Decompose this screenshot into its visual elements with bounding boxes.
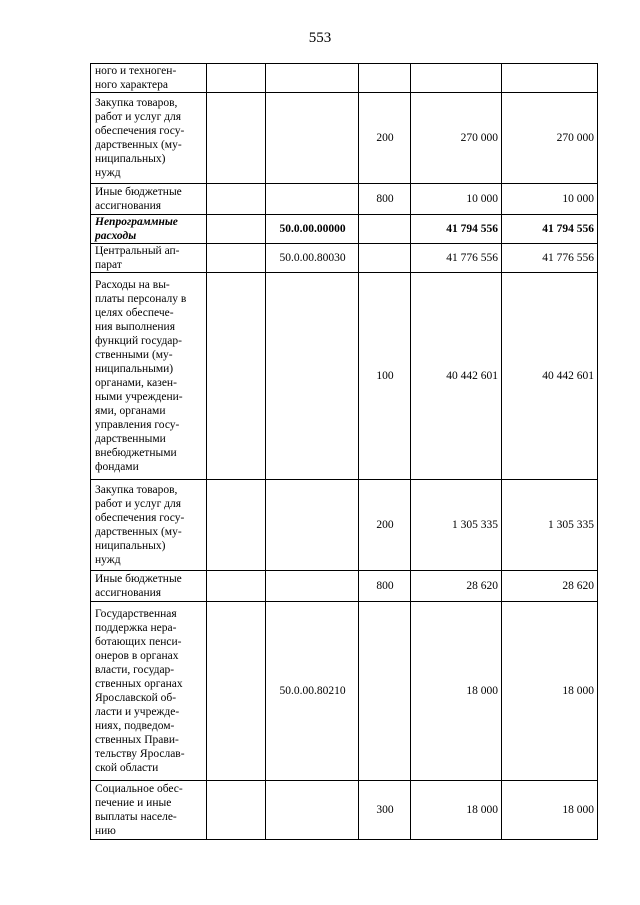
cell-target-article: 50.0.00.80210 — [266, 602, 359, 781]
cell-target-article: 50.0.00.80030 — [266, 244, 359, 273]
cell-target-article — [266, 480, 359, 571]
table-row — [91, 781, 598, 840]
cell-name: Непрограммные расходы — [91, 215, 207, 244]
table-row — [91, 244, 598, 273]
cell-amount-1 — [411, 64, 502, 93]
cell-name: Расходы на вы- платы персоналу в целях обеспече- ния выполнения функций государ- ственными (му- ниципальными) органами, казен- ными учреждени- ями, органами управления госу- дарственными внебюджетными фондами — [91, 273, 207, 480]
cell-target-article — [266, 93, 359, 184]
cell-name: ного и техноген- ного характера — [91, 64, 207, 93]
cell-amount-1: 270 000 — [411, 93, 502, 184]
cell-name: Закупка товаров, работ и услуг для обеспечения госу- дарственных (му- ниципальных) нужд — [91, 480, 207, 571]
cell-amount-2: 41 776 556 — [502, 244, 598, 273]
cell-code — [207, 244, 266, 273]
cell-code — [207, 571, 266, 602]
cell-amount-2: 18 000 — [502, 602, 598, 781]
cell-name: Иные бюджетные ассигнования — [91, 184, 207, 215]
cell-code — [207, 273, 266, 480]
cell-target-article — [266, 64, 359, 93]
cell-amount-1: 1 305 335 — [411, 480, 502, 571]
cell-name: Центральный ап- парат — [91, 244, 207, 273]
cell-code — [207, 781, 266, 840]
cell-amount-1: 41 776 556 — [411, 244, 502, 273]
table-row — [91, 602, 598, 781]
cell-expense-type: 800 — [359, 184, 411, 215]
cell-target-article: 50.0.00.00000 — [266, 215, 359, 244]
cell-amount-2: 40 442 601 — [502, 273, 598, 480]
cell-expense-type: 200 — [359, 93, 411, 184]
cell-amount-1: 40 442 601 — [411, 273, 502, 480]
cell-expense-type — [359, 244, 411, 273]
cell-code — [207, 93, 266, 184]
cell-amount-2 — [502, 64, 598, 93]
cell-expense-type: 300 — [359, 781, 411, 840]
cell-expense-type — [359, 215, 411, 244]
cell-target-article — [266, 571, 359, 602]
cell-target-article — [266, 184, 359, 215]
page-number: 553 — [308, 30, 332, 46]
cell-amount-1: 10 000 — [411, 184, 502, 215]
cell-amount-2: 28 620 — [502, 571, 598, 602]
cell-expense-type: 800 — [359, 571, 411, 602]
cell-name: Социальное обес- печение и иные выплаты населе- нию — [91, 781, 207, 840]
table-row — [91, 64, 598, 93]
cell-expense-type: 200 — [359, 480, 411, 571]
cell-expense-type — [359, 602, 411, 781]
cell-amount-2: 10 000 — [502, 184, 598, 215]
cell-code — [207, 215, 266, 244]
cell-amount-2: 18 000 — [502, 781, 598, 840]
cell-target-article — [266, 781, 359, 840]
table-row — [91, 93, 598, 184]
cell-amount-1: 18 000 — [411, 602, 502, 781]
cell-expense-type — [359, 64, 411, 93]
cell-code — [207, 184, 266, 215]
budget-table — [90, 63, 598, 840]
cell-amount-1: 41 794 556 — [411, 215, 502, 244]
table-row — [91, 480, 598, 571]
table-row — [91, 184, 598, 215]
cell-name: Закупка товаров, работ и услуг для обеспечения госу- дарственных (му- ниципальных) нужд — [91, 93, 207, 184]
cell-amount-1: 18 000 — [411, 781, 502, 840]
cell-amount-2: 1 305 335 — [502, 480, 598, 571]
cell-code — [207, 64, 266, 93]
cell-target-article — [266, 273, 359, 480]
table-row — [91, 273, 598, 480]
cell-expense-type: 100 — [359, 273, 411, 480]
cell-name: Государственная поддержка нера- ботающих пенси- онеров в органах власти, государ- ственных органах Ярославской об- ласти и учрежде- ниях, подведом- ственных Прави- тельству Ярослав- ской области — [91, 602, 207, 781]
cell-amount-1: 28 620 — [411, 571, 502, 602]
cell-name: Иные бюджетные ассигнования — [91, 571, 207, 602]
table-row — [91, 571, 598, 602]
table-row — [91, 215, 598, 244]
cell-code — [207, 480, 266, 571]
cell-amount-2: 270 000 — [502, 93, 598, 184]
cell-code — [207, 602, 266, 781]
budget-table-body — [91, 64, 598, 840]
cell-amount-2: 41 794 556 — [502, 215, 598, 244]
